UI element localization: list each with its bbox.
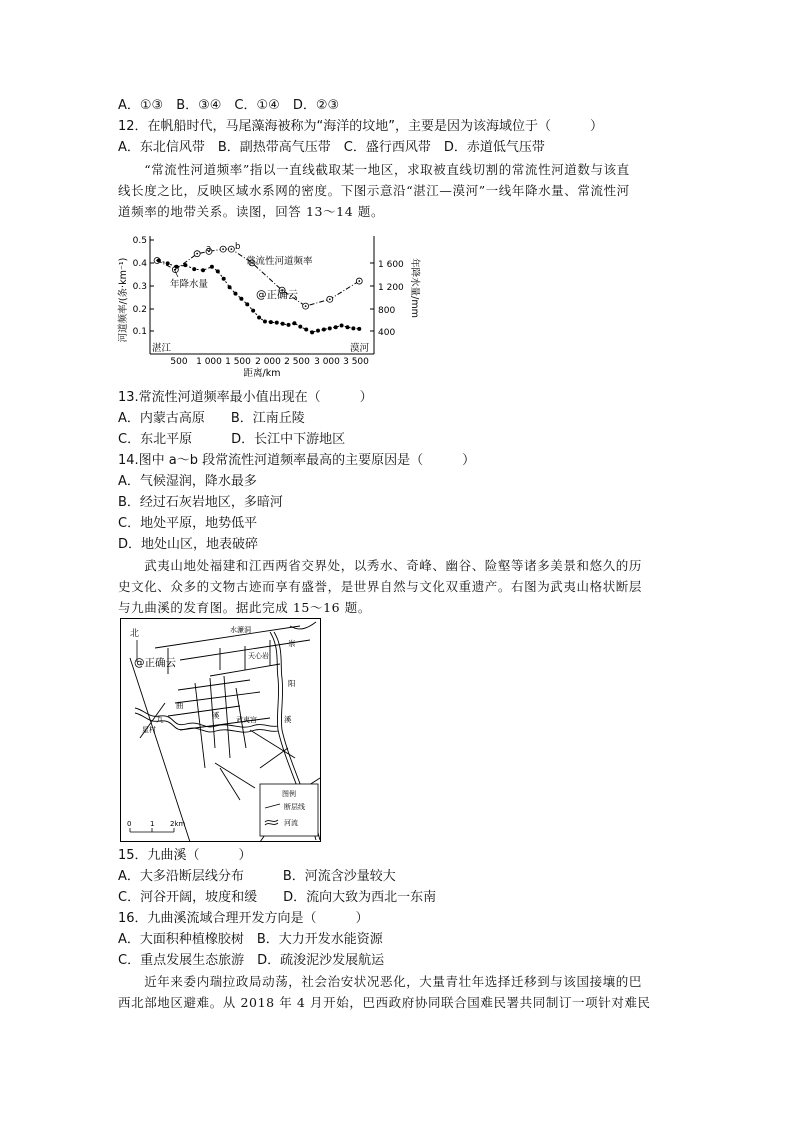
precipitation-point <box>328 326 332 330</box>
precipitation-point <box>216 269 220 273</box>
start-label-zhanjiang: 湛江 <box>152 343 172 354</box>
x-tick-label: 1 500 <box>225 357 251 367</box>
precipitation-point <box>351 326 355 330</box>
q16-stem: 16．九曲溪流域合理开发方向是（ ） <box>118 911 369 926</box>
q11-options: A．①③ B．③④ C．①④ D．②③ <box>118 98 340 113</box>
precipitation-point <box>257 316 261 320</box>
precipitation-point <box>340 324 344 328</box>
place-tianxinyan: 天心岩 <box>248 652 269 660</box>
frequency-point-center <box>196 253 198 255</box>
left-tick-label: 0.3 <box>132 282 147 292</box>
precipitation-point <box>192 267 196 271</box>
precipitation-point <box>263 320 267 324</box>
left-tick-label: 0.5 <box>132 236 147 246</box>
precipitation-point <box>201 268 205 272</box>
passage3-line-1: 近年来委内瑞拉政局动荡，社会治安状况恶化，大量青壮年选择迁移到与该国接壤的巴 <box>118 974 643 989</box>
precipitation-point <box>316 329 320 333</box>
scale-label: 0 <box>127 820 132 828</box>
left-tick-label: 0.1 <box>132 327 147 337</box>
precipitation-series-label: 年降水量 <box>170 279 209 290</box>
passage2-line-3: 与九曲溪的发育图。据此完成 15～16 题。 <box>118 600 371 615</box>
chart-watermark: @正确云 <box>256 289 298 301</box>
precipitation-point <box>310 330 314 334</box>
north-label: 北 <box>130 629 140 639</box>
right-tick-label: 1 600 <box>378 260 404 270</box>
q15-options-cd: C．河谷开阔，坡度和缓 D．流向大致为西北一东南 <box>118 890 437 905</box>
river-char-chong: 崇 <box>288 639 296 648</box>
passage1-line-1: “常流性河道频率”指以一直线截取某一地区，求取被直线切割的常流性河道数与该直 <box>118 162 630 177</box>
x-tick-label: 3 000 <box>314 357 340 367</box>
precipitation-point <box>245 302 249 306</box>
precipitation-point <box>334 325 338 329</box>
precipitation-point <box>357 327 361 331</box>
scale-label: 2km <box>170 820 186 828</box>
precipitation-point <box>210 265 214 269</box>
place-xingcun: 星村 <box>142 726 156 734</box>
x-tick-labels <box>170 357 369 367</box>
river-char-xi2: 溪 <box>212 711 220 720</box>
river-char-xi: 溪 <box>284 715 292 724</box>
frequency-series-label: 常流性河道频率 <box>246 256 313 267</box>
precipitation-point <box>292 321 296 325</box>
precipitation-point <box>269 320 273 324</box>
q12-stem: 12．在帆船时代，马尾藻海被称为“海洋的坟地”，主要是因为该海域位于（ ） <box>118 119 604 134</box>
y-right-axis-label: 年降水量/mm <box>409 258 420 318</box>
x-tick-label: 2 000 <box>255 357 281 367</box>
precipitation-point <box>233 292 237 296</box>
legend-title: 图例 <box>282 790 296 798</box>
end-label-mohe: 漠河 <box>350 343 370 354</box>
precipitation-point <box>304 327 308 331</box>
precipitation-point <box>281 322 285 326</box>
frequency-point-center <box>358 280 360 282</box>
right-tick-label: 1 200 <box>378 283 404 293</box>
map-watermark: @正确云 <box>134 657 176 669</box>
right-tick-labels <box>370 260 404 338</box>
scale-label: 1 <box>150 820 155 828</box>
x-tick-label: 1 000 <box>196 357 222 367</box>
frequency-point-center <box>305 305 307 307</box>
legend-river-label: 河流 <box>284 819 298 827</box>
precipitation-river-frequency-chart <box>116 230 426 380</box>
q15-stem: 15．九曲溪（ ） <box>118 848 252 863</box>
frequency-point-center <box>230 248 232 250</box>
frequency-point-center <box>222 248 224 250</box>
x-tick-label: 3 500 <box>343 357 369 367</box>
segment-mark-a: a <box>206 244 212 254</box>
q14-option-a: A．气候湿润，降水最多 <box>118 474 257 489</box>
right-tick-label: 800 <box>378 306 396 316</box>
legend-fault-label: 断层线 <box>284 803 305 811</box>
x-axis-label: 距离/km <box>243 368 281 379</box>
river-char-yang: 阳 <box>288 679 296 688</box>
right-tick-label: 400 <box>378 328 396 338</box>
left-tick-labels <box>133 236 154 337</box>
precipitation-point <box>239 297 243 301</box>
q14-option-c: C．地处平原，地势低平 <box>118 516 258 531</box>
q14-stem: 14.图中 a～b 段常流性河道频率最高的主要原因是（ ） <box>118 453 476 468</box>
passage2-line-2: 史文化、众多的文物古迹而享有盛誉，是世界自然与文化双重遗产。右图为武夷山格状断层 <box>118 579 643 594</box>
precipitation-point <box>251 309 255 313</box>
precipitation-point <box>287 323 291 327</box>
passage1-line-3: 道频率的地带关系。读图，回答 13～14 题。 <box>118 204 385 219</box>
y-left-axis-label: 河道频率/(条·km⁻¹) <box>118 257 129 343</box>
q12-options: A．东北信风带 B．副热带高气压带 C．盛行西风带 D．赤道低气压带 <box>118 140 545 155</box>
precipitation-point <box>175 265 179 269</box>
precipitation-point <box>228 285 232 289</box>
x-tick-label: 2 500 <box>284 357 310 367</box>
precipitation-point <box>222 277 226 281</box>
precipitation-point <box>157 259 161 263</box>
left-tick-label: 0.4 <box>132 259 147 269</box>
passage3-line-2: 西北部地区避难。从 2018 年 4 月开始，巴西政府协同联合国难民署共同制订一项针对难民 <box>118 995 651 1010</box>
precipitation-point <box>345 325 349 329</box>
x-tick-label: 500 <box>170 357 188 367</box>
precipitation-point <box>275 321 279 325</box>
precipitation-point <box>322 327 326 331</box>
segment-mark-b: b <box>235 242 241 252</box>
river-char-qu: 曲 <box>176 701 184 710</box>
passage1-line-2: 线长度之比，反映区域水系网的密度。下图示意沿“湛江—漠河”一线年降水量、常流性河 <box>118 183 630 198</box>
map-legend <box>260 784 318 836</box>
q13-options-ab: A．内蒙古高原 B．江南丘陵 <box>118 411 305 426</box>
left-tick-label: 0.2 <box>132 305 147 315</box>
frequency-point-center <box>329 298 331 300</box>
q16-options-cd: C．重点发展生态旅游 D．疏浚泥沙发展航运 <box>118 953 385 968</box>
q14-option-b: B．经过石灰岩地区，多暗河 <box>118 495 283 510</box>
precipitation-point <box>298 325 302 329</box>
precipitation-point <box>166 261 170 265</box>
q13-options-cd: C．东北平原 D．长江中下游地区 <box>118 432 346 447</box>
q14-option-d: D．地处山区，地表破碎 <box>118 537 259 552</box>
place-wuyigong: 武夷宫 <box>236 716 257 724</box>
place-shuiliandong: 水濂洞 <box>230 626 251 634</box>
q15-options-ab: A．大多沿断层线分布 B．河流含沙量较大 <box>118 869 396 884</box>
precipitation-point <box>183 263 187 267</box>
wuyishan-fault-map <box>120 618 322 843</box>
river-char-jiu: 九 <box>156 715 164 724</box>
passage2-line-1: 武夷山地处福建和江西两省交界处，以秀水、奇峰、幽谷、险壑等诸多美景和悠久的历 <box>118 558 643 573</box>
q13-stem: 13.常流性河道频率最小值出现在（ ） <box>118 390 373 405</box>
q16-options-ab: A．大面积种植橡胶树 B．大力开发水能资源 <box>118 932 383 947</box>
